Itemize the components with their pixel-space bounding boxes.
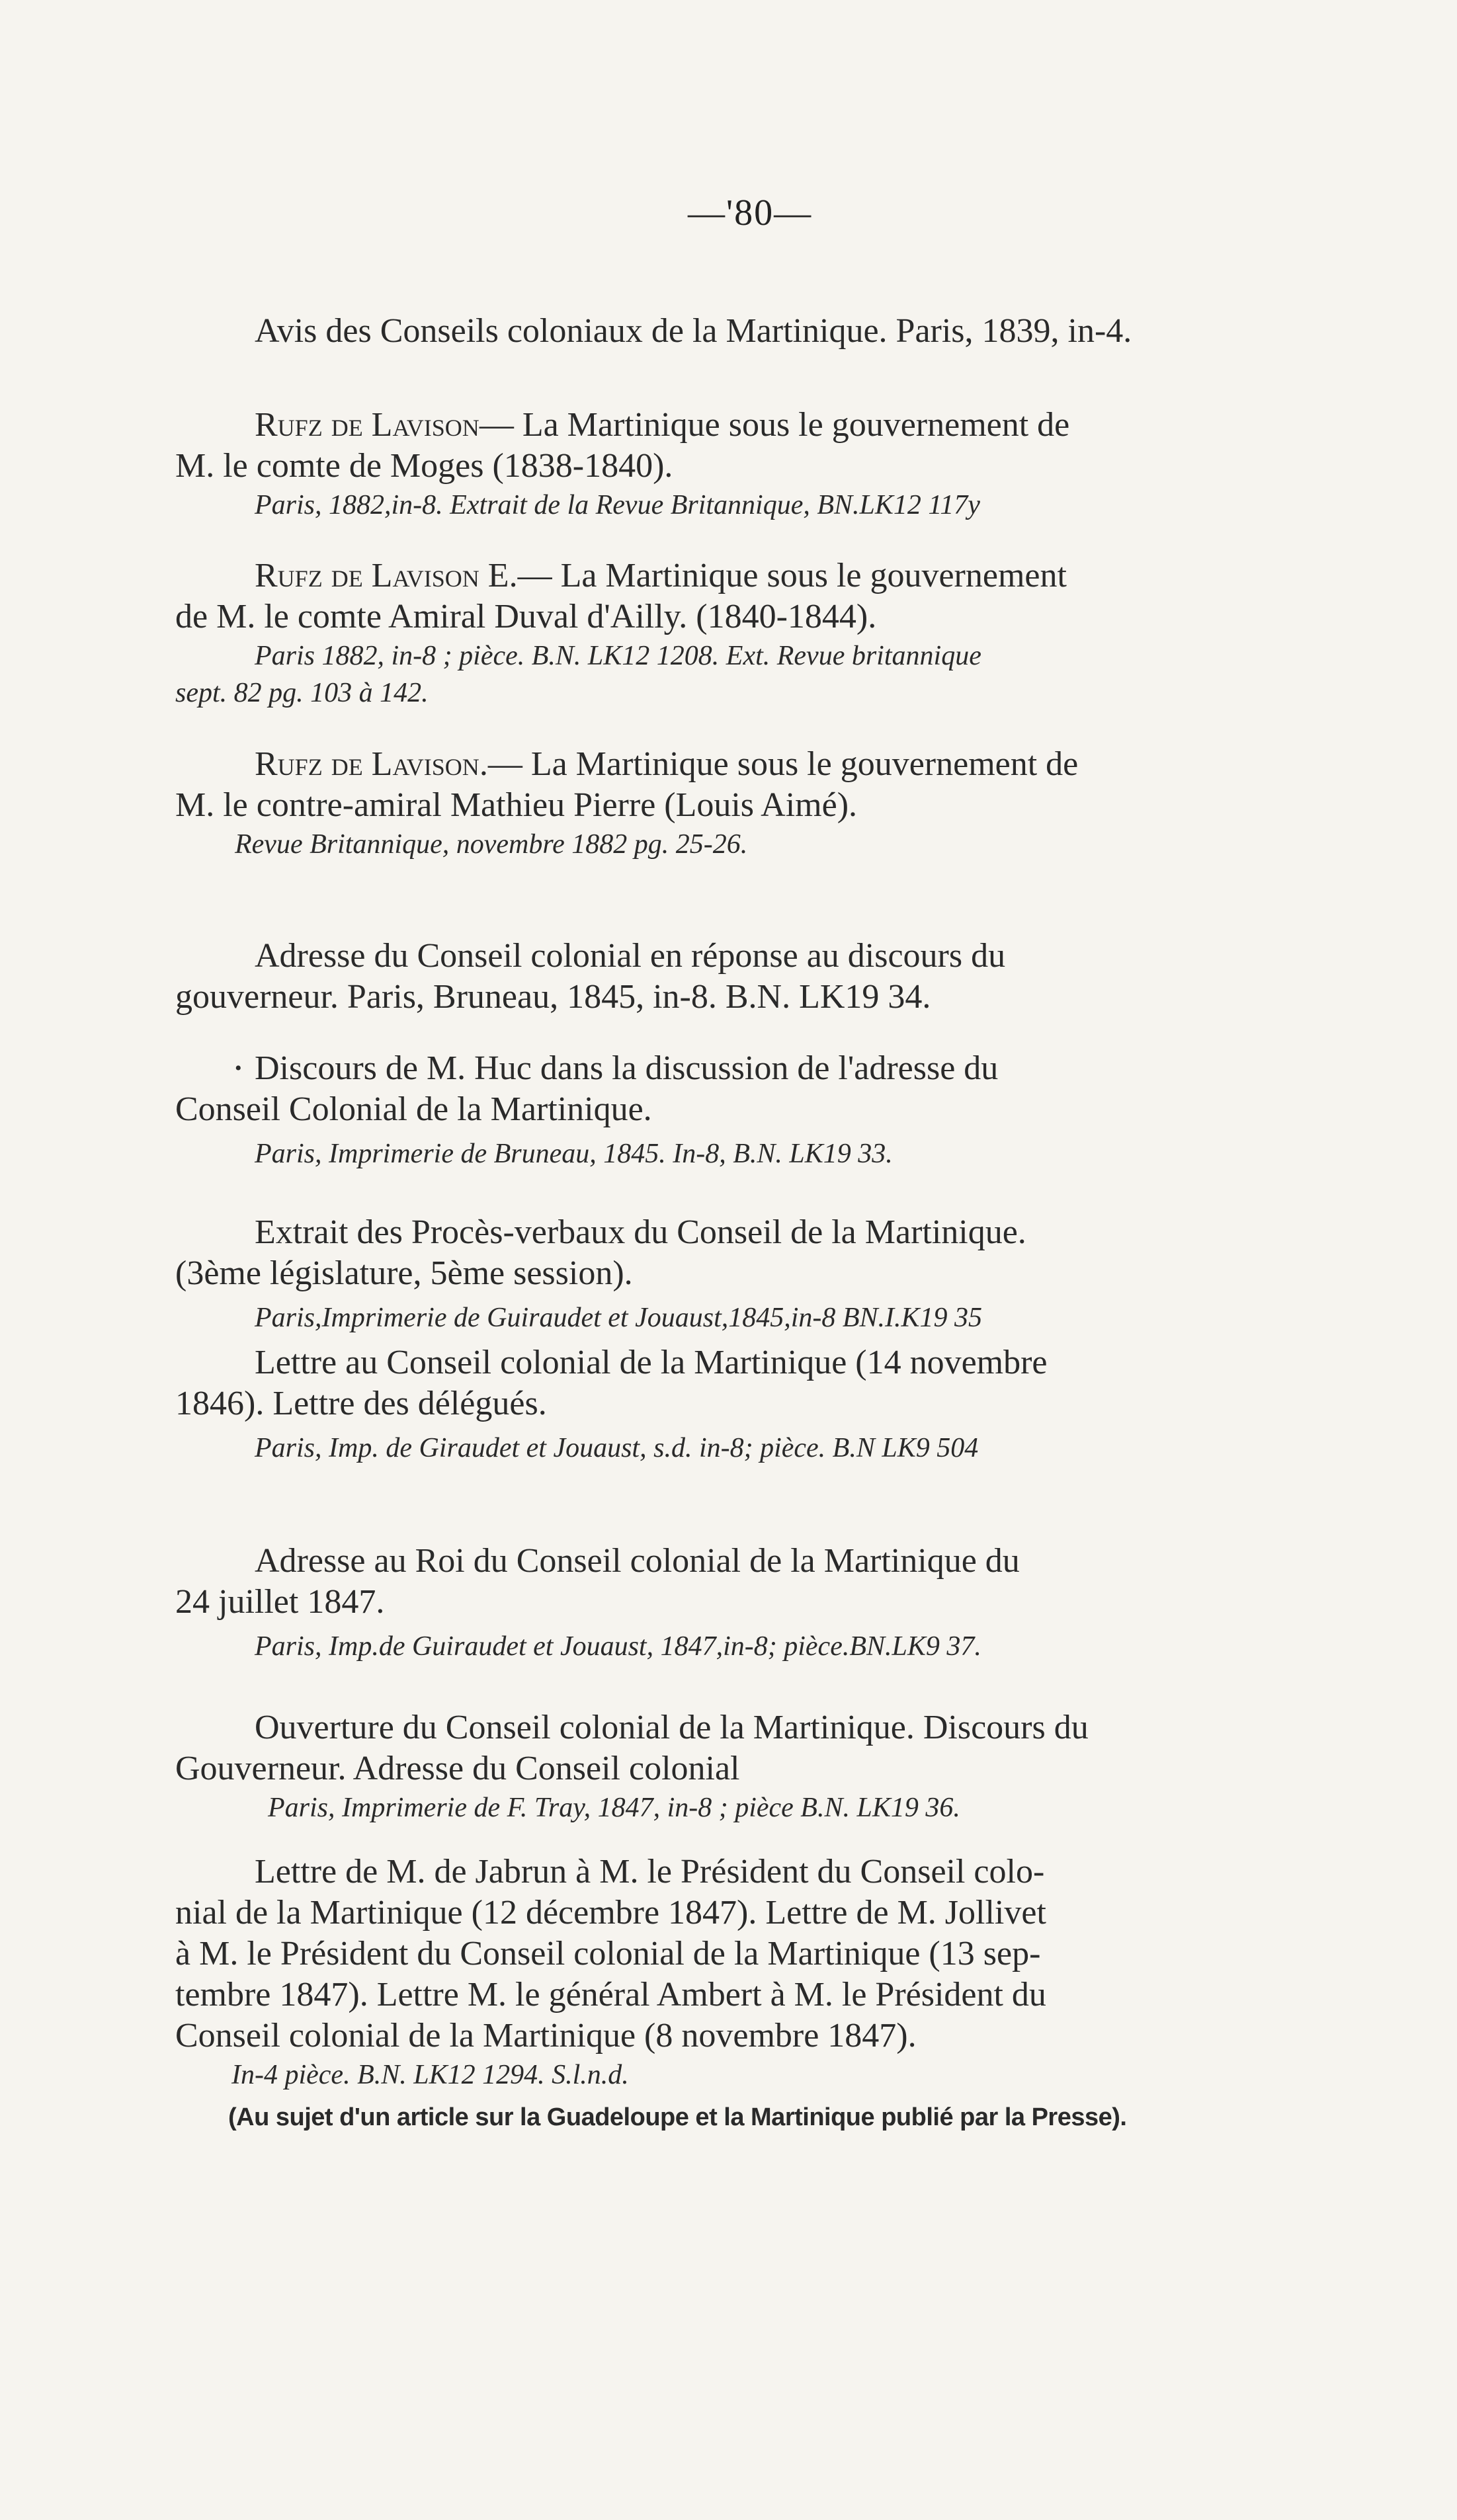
entry-text: Extrait des Procès-verbaux du Conseil de la Martinique. xyxy=(255,1213,1026,1251)
bibliography-entry xyxy=(175,1212,1346,1342)
entry-note: (Au sujet d'un article sur la Guadeloupe et la Martinique publié par la Presse). xyxy=(228,2103,1127,2131)
entry-text-first-line xyxy=(175,555,1346,596)
bibliography-entry xyxy=(175,1851,1346,2134)
entry-text-first-line xyxy=(175,744,1346,785)
document-page xyxy=(175,0,1346,2520)
entry-text: Avis des Conseils coloniaux de la Martinique. Paris, 1839, in-4. xyxy=(255,312,1132,350)
entry-reference: Paris 1882, in-8 ; pièce. B.N. LK12 1208. Ext. Revue britannique xyxy=(255,641,981,671)
entry-reference: Paris, 1882,in-8. Extrait de la Revue Britannique, BN.LK12 117y xyxy=(255,490,980,520)
entry-text-first-line xyxy=(175,405,1346,446)
entry-text: Ouverture du Conseil colonial de la Martinique. Discours du xyxy=(255,1709,1089,1746)
entry-author: Rufz de Lavison E. xyxy=(255,557,518,594)
entry-text: à M. le Président du Conseil colonial de la Martinique (13 sep- xyxy=(175,1935,1041,1972)
entry-title: .— La Martinique sous le gouvernement de xyxy=(479,745,1079,783)
margin-mark: • xyxy=(235,1057,242,1079)
entry-text: M. le comte de Moges (1838-1840). xyxy=(175,447,673,485)
entry-text: Gouverneur. Adresse du Conseil colonial xyxy=(175,1750,740,1787)
entry-title: — La Martinique sous le gouvernement de xyxy=(479,406,1070,444)
entry-text: 24 juillet 1847. xyxy=(175,1583,385,1621)
entry-text: de M. le comte Amiral Duval d'Ailly. (1840-1844). xyxy=(175,598,877,635)
entry-text: Lettre de M. de Jabrun à M. le Président du Conseil colo- xyxy=(255,1853,1045,1890)
entry-text: Discours de M. Huc dans la discussion de l'adresse du xyxy=(255,1049,999,1087)
entry-text: Adresse au Roi du Conseil colonial de la Martinique du xyxy=(255,1542,1020,1580)
entry-author: Rufz de Lavison xyxy=(255,406,479,444)
bibliography-entry xyxy=(175,405,1346,524)
entry-title: — La Martinique sous le gouvernement xyxy=(517,557,1067,594)
entry-reference: Paris, Imprimerie de Bruneau, 1845. In-8, B.N. LK19 33. xyxy=(255,1139,893,1169)
entry-reference: Revue Britannique, novembre 1882 pg. 25-26. xyxy=(235,829,748,860)
entry-reference: Paris, Imp.de Guiraudet et Jouaust, 1847,in-8; pièce.BN.LK9 37. xyxy=(255,1631,981,1662)
entry-reference: Paris, Imprimerie de F. Tray, 1847, in-8 ; pièce B.N. LK19 36. xyxy=(268,1793,960,1823)
entry-text: M. le contre-amiral Mathieu Pierre (Louis Aimé). xyxy=(175,786,858,824)
entry-text: 1846). Lettre des délégués. xyxy=(175,1385,547,1422)
bibliography-entry xyxy=(175,1048,1346,1178)
entry-text: Adresse du Conseil colonial en réponse au discours du xyxy=(255,937,1006,975)
bibliography-entry xyxy=(175,1342,1346,1472)
entry-text: gouverneur. Paris, Bruneau, 1845, in-8. B.N. LK19 34. xyxy=(175,978,931,1016)
bibliography-entry xyxy=(175,1707,1346,1826)
entry-reference: sept. 82 pg. 103 à 142. xyxy=(175,678,429,708)
entry-text: (3ème législature, 5ème session). xyxy=(175,1254,633,1292)
entry-reference: Paris,Imprimerie de Guiraudet et Jouaust,1845,in-8 BN.I.K19 35 xyxy=(255,1303,983,1333)
entry-author: Rufz de Lavison xyxy=(255,745,479,783)
entry-text: Lettre au Conseil colonial de la Martinique (14 novembre xyxy=(255,1344,1048,1381)
entry-reference: Paris, Imp. de Giraudet et Jouaust, s.d. in-8; pièce. B.N LK9 504 xyxy=(255,1433,979,1463)
page-number: —'80— xyxy=(688,192,813,233)
bibliography-entry xyxy=(175,744,1346,863)
bibliography-entry xyxy=(175,555,1346,711)
entry-reference: In-4 pièce. B.N. LK12 1294. S.l.n.d. xyxy=(231,2060,629,2090)
bibliography-entry xyxy=(175,936,1346,1018)
bibliography-entry xyxy=(175,311,1346,352)
entry-text: tembre 1847). Lettre M. le général Ambert à M. le Président du xyxy=(175,1976,1046,2013)
entry-text: nial de la Martinique (12 décembre 1847). Lettre de M. Jollivet xyxy=(175,1894,1046,1931)
entry-text: Conseil Colonial de la Martinique. xyxy=(175,1090,652,1128)
bibliography-entry xyxy=(175,1541,1346,1670)
entry-text: Conseil colonial de la Martinique (8 novembre 1847). xyxy=(175,2017,917,2054)
